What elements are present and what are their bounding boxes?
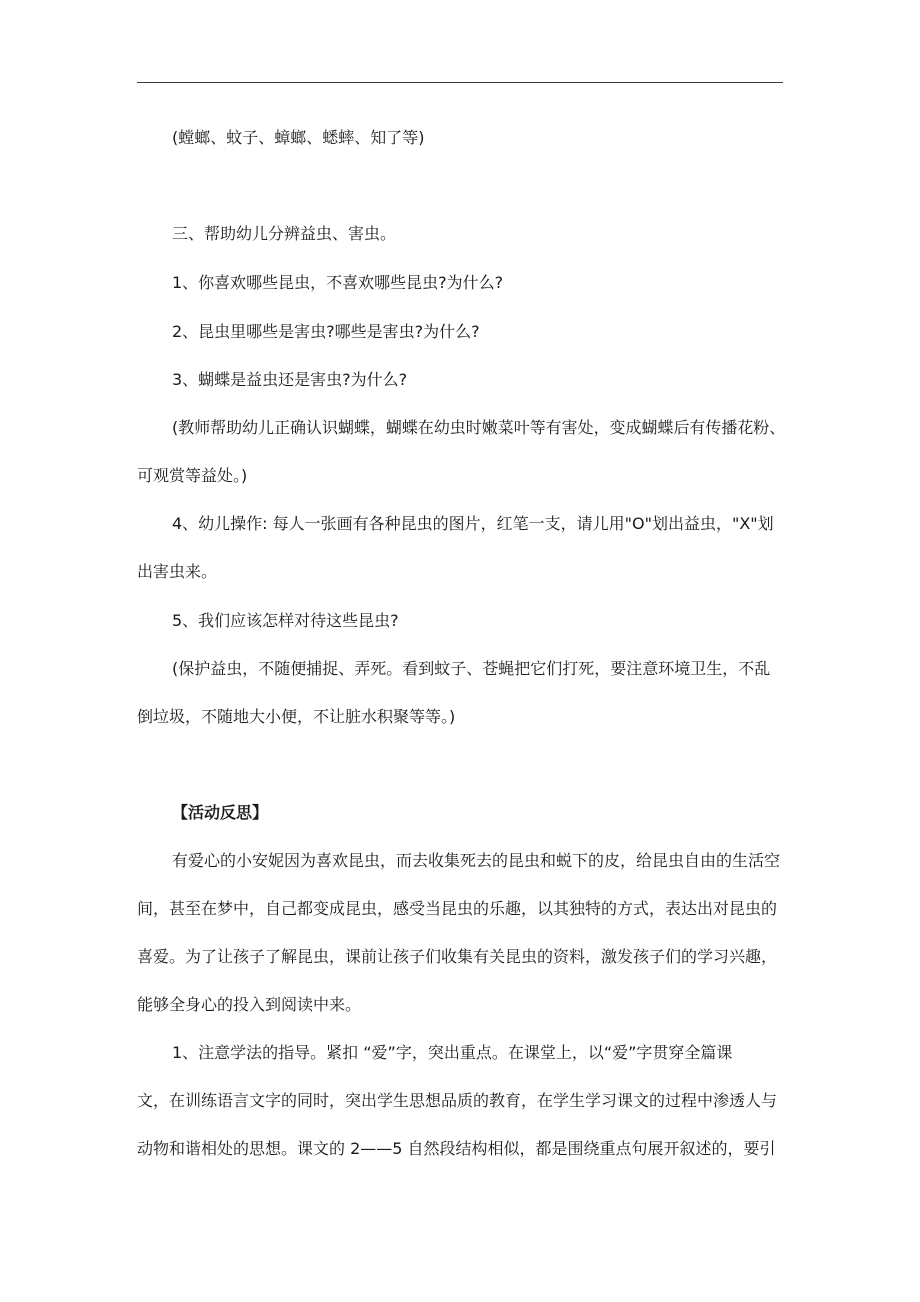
teacher-note-line-1: (教师帮助幼儿正确认识蝴蝶，蝴蝶在幼虫时嫩菜叶等有害处，变成蝴蝶后有传播花粉、 xyxy=(172,418,786,437)
question-1: 1、你喜欢哪些昆虫，不喜欢哪些昆虫?为什么? xyxy=(172,273,504,292)
reflection-heading: 【活动反思】 xyxy=(172,803,269,822)
question-5: 5、我们应该怎样对待这些昆虫? xyxy=(172,611,399,630)
method-para-line-3: 动物和谐相处的思想。课文的 2——5 自然段结构相似，都是围绕重点句展开叙述的，要引 xyxy=(137,1139,776,1158)
insect-examples: (螳螂、蚊子、蟑螂、蟋蟀、知了等) xyxy=(172,128,425,147)
reflection-para-line-2: 间，甚至在梦中，自己都变成昆虫，感受当昆虫的乐趣，以其独特的方式，表达出对昆虫的 xyxy=(137,899,778,918)
activity-4-line-2: 出害虫来。 xyxy=(137,562,218,581)
reflection-para-line-4: 能够全身心的投入到阅读中来。 xyxy=(137,995,362,1014)
method-para-line-1: 1、注意学法的指导。紧扣 “爱”字，突出重点。在课堂上，以“爱”字贯穿全篇课 xyxy=(172,1043,733,1062)
protect-note-line-1: (保护益虫，不随便捕捉、弄死。看到蚊子、苍蝇把它们打死，要注意环境卫生，不乱 xyxy=(172,659,771,678)
reflection-para-line-1: 有爱心的小安妮因为喜欢昆虫，而去收集死去的昆虫和蜕下的皮，给昆虫自由的生活空 xyxy=(172,851,781,870)
teacher-note-line-2: 可观赏等益处。) xyxy=(137,466,248,485)
activity-4-line-1: 4、幼儿操作: 每人一张画有各种昆虫的图片，红笔一支，请儿用"O"划出益虫，"X"划 xyxy=(172,514,774,533)
question-2: 2、昆虫里哪些是害虫?哪些是害虫?为什么? xyxy=(172,322,480,341)
section-three-heading: 三、帮助幼儿分辨益虫、害虫。 xyxy=(172,224,397,243)
header-rule xyxy=(137,82,783,83)
question-3: 3、蝴蝶是益虫还是害虫?为什么? xyxy=(172,370,408,389)
protect-note-line-2: 倒垃圾，不随地大小便，不让脏水积聚等等。) xyxy=(137,707,456,726)
method-para-line-2: 文，在训练语言文字的同时，突出学生思想品质的教育，在学生学习课文的过程中渗透人与 xyxy=(137,1091,778,1110)
reflection-para-line-3: 喜爱。为了让孩子了解昆虫，课前让孩子们收集有关昆虫的资料，激发孩子们的学习兴趣， xyxy=(137,947,778,966)
